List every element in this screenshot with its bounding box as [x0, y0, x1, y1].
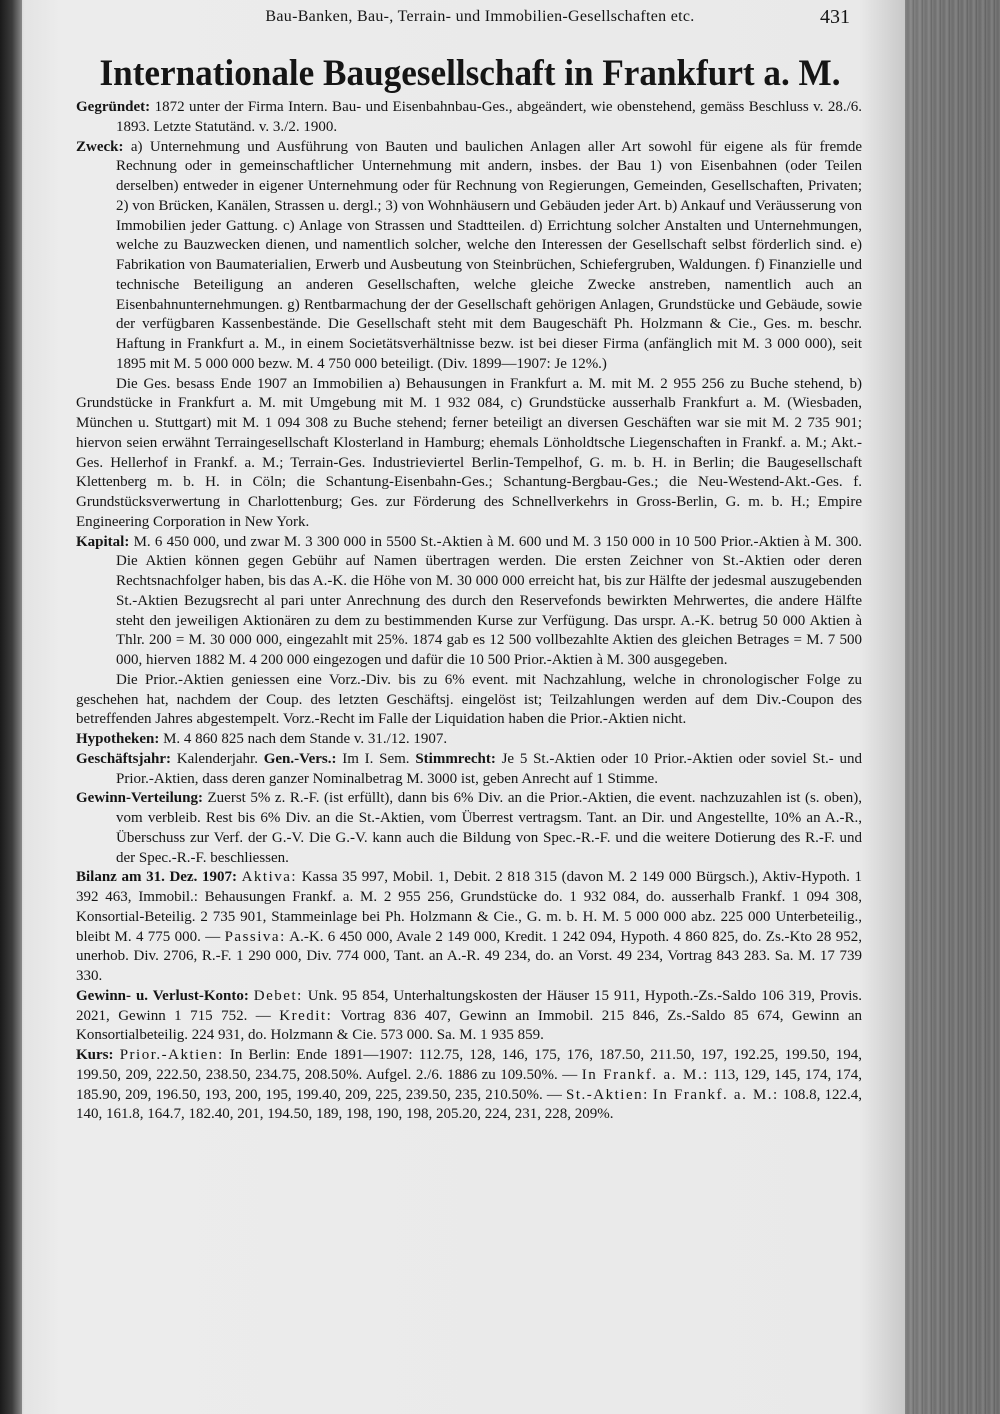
debet-label: Debet:: [253, 987, 303, 1004]
bilanz-label: Bilanz am 31. Dez. 1907:: [76, 869, 237, 886]
hypotheken-label: Hypotheken:: [76, 731, 160, 747]
section-gewinn-verlust: [76, 987, 862, 1046]
zweck-text: a) Unternehmung und Ausführung von Bauten und baulichen Anlagen aller Art sowohl für eigene als für fremde Rechnung oder in gemeinschaftlicher Unternehmung mit andern, insbes. der Bau 1) von Eisenbahnen (oder Teilen derselben) entweder in eigener Unternehmung oder für Rechnung von Regierungen, Gemeinden, Gesellschaften, Privaten; 2) von Brücken, Kanälen, Strassen u. dergl.; 3) von Wohnhäusern und Gebäuden jeder Art. b) Ankauf und Veräusserung von Immobilien jeder Gattung. c) Anlage von Strassen und Stadtteilen. d) Errichtung solcher Anstalten und Unternehmungen, welche zu Bauzwecken dienen, und namentlich solcher, welche den Interessen der Gesellschaft selbst förderlich sind. e) Fabrikation von Baumaterialien, Erwerb und Ausbeutung von Steinbrüchen, Schiefergruben, Waldungen. f) Finanzielle und technische Beteiligung an anderen Gesellschaften, welche gleiche Zwecke anstreben, namentlich auch an Eisenbahnunternehmungen. g) Rentbarmachung der der Gesellschaft gehörigen Anlagen, Grundstücke und Gebäude, sowie der verfügbaren Kassenbestände. Die Gesellschaft steht mit dem Baugeschäft Ph. Holzmann & Cie., Ges. m. beschr. Haftung in Frankfurt a. M., in einem Societätsverhältnisse bezw. ist bei dieser Firma (anfänglich mit M. 3 000 000), seit 1895 mit M. 5 000 000 bezw. M. 4 750 000 beteiligt. (Div. 1899—1907: Je 12%.): [116, 138, 862, 372]
section-bilanz: [76, 868, 862, 987]
aktiva-label: Aktiva:: [241, 869, 298, 886]
gegruendet-label: Gegründet:: [76, 99, 151, 115]
section-hypotheken: [76, 730, 862, 750]
running-head: Bau-Banken, Bau-, Terrain- und Immobilien-Gesellschaften etc.: [265, 8, 695, 25]
kurs-st-frankf-label: In Frankf. a. M.:: [652, 1086, 779, 1103]
zweck-continuation: Die Ges. besass Ende 1907 an Immobilien a) Behausungen in Frankfurt a. M. mit M. 2 955 256 zu Buche stehend, b) Grundstücke in Frankfurt a. M. mit Umgebung mit M. 1 932 084, c) Grundstücke ausserhalb Frankfurt a. M. (Wiesbaden, München u. Stuttgart) mit M. 1 094 308 zu Buche stehend; ferner beteiligt an diversen Geschäften war sie mit M. 2 735 901; hiervon seien erwähnt Terraingesellschaft Klosterland in Hamburg; ehemals Lönholdtsche Liegenschaften in Frankf. a. M.; Akt.-Ges. Hellerhof in Frankf. a. M.; Terrain-Ges. Industrieviertel Berlin-Tempelhof, G. m. b. H. in Berlin; die Baugesellschaft Klettenberg m. b. H. in Cöln; die Schantung-Eisenbahn-Ges.; Schantung-Bergbau-Ges.; die Neu-Westend-Akt.-Ges. f. Grundstücksverwertung in Charlottenburg; Ges. zur Förderung des Schnellverkehrs in Gross-Berlin, G. m. b. H.; Empire Engineering Corporation in New York.: [76, 375, 862, 530]
gewinn-verteilung-text: Zuerst 5% z. R.-F. (ist erfüllt), dann bis 6% Div. an die Prior.-Aktien, die event. nachzuzahlen ist (s. oben), vom verbleib. Rest bis 6% Div. an die St.-Aktien, vom Überrest vertragsm. Tant. an Dir. und Angestellte, 10% an A.-R., Überschuss zur Verf. der G.-V. Die G.-V. kann auch die Bildung von Spec.-R.-F. und die weitere Dotierung des R.-F. und der Spec.-R.-F. beschliessen.: [116, 790, 862, 866]
geschaeftsjahr-label: Geschäftsjahr:: [76, 750, 171, 767]
hypotheken-text: M. 4 860 825 nach dem Stande v. 31./12. 1907.: [163, 731, 448, 747]
section-gegruendet: [76, 98, 862, 138]
gegruendet-text: 1872 unter der Firma Intern. Bau- und Eisenbahnbau-Ges., abgeändert, wie obenstehend, gemäss Beschluss v. 28./6. 1893. Letzte Statutänd. v. 3./2. 1900.: [116, 99, 862, 135]
stimmrecht-text: Je 5 St.-Aktien oder 10 Prior.-Aktien oder soviel St.- und Prior.-Aktien, dass deren ganzer Nominalbetrag M. 3000 ist, geben Anrecht auf 1 Stimme.: [116, 750, 863, 787]
kurs-frankf-text: 113, 129, 145, 174, 174, 185.90, 209, 196.50, 193, 200, 195, 199.40, 209, 225, 239.50, 235, 210.50%. —: [76, 1066, 862, 1103]
passiva-text: A.-K. 6 450 000, Avale 2 149 000, Kredit. 1 242 094, Hypoth. 4 860 825, do. Zs.-Kto 28 952, unerhob. Div. 2706, R.-F. 1 290 000, Div. 774 000, Tant. an A.-R. 49 234, do. an Vorst. 49 234, Vortrag 843 283. Sa. M. 17 739 330.: [76, 928, 862, 984]
gen-vers-label: Gen.-Vers.:: [263, 750, 337, 767]
section-geschaeftsjahr: [76, 750, 862, 790]
kurs-st-text: 108.8, 122.4, 140, 161.8, 164.7, 182.40, 201, 194.50, 189, 198, 190, 198, 205.20, 224, 231, 228, 209%.: [76, 1086, 863, 1123]
zweck-label: Zweck:: [76, 138, 124, 155]
company-title: Internationale Baugesellschaft in Frankfurt a. M.: [99, 53, 841, 94]
aktiva-text: Kassa 35 997, Mobil. 1, Debit. 2 818 315 (davon M. 2 149 000 Bürgsch.), Aktiv-Hypoth. 1 392 463, Immobil.: Behausungen Frankf. a. M. 2 955 256, Grundstücke do. 1 932 084, do. ausserhalb Frankf. 1 094 308, Konsortial-Beteilig. 2 735 901, Stammeinlage bei Ph. Holzmann & Cie., G. m. b. H. M. 5 000 000 abz. 225 000 Unterbeteilig., bleibt M. 4 775 000. —: [76, 869, 863, 945]
kurs-prior-text: In Berlin: Ende 1891—1907: 112.75, 128, 146, 175, 176, 187.50, 211.50, 197, 192.25, 199.50, 194, 199.50, 209, 222.50, 238.50, 234.75, 208.50%. Aufgel. 2./6. 1886 zu 109.50%. —: [76, 1047, 863, 1083]
kurs-st-label: St.-Aktien:: [566, 1086, 649, 1103]
kapital-text: M. 6 450 000, und zwar M. 3 300 000 in 5500 St.-Aktien à M. 600 und M. 3 150 000 in 10 500 Prior.-Aktien à M. 300. Die Aktien können gegen Gebühr auf Namen übertragen werden. Die ersten Zeichner von St.-Aktien oder deren Rechtsnachfolger haben, bis das A.-K. die Höhe von M. 30 000 000 erreicht hat, bis zur Hälfte der jedesmal auszugebenden St.-Aktien Bezugsrecht al pari unter Anrechnung des durch den Reservefonds bewirkten Mehrwertes, die andere Hälfte steht den jeweiligen Aktionären zu dem zu bestimmenden Kurse zur Verfügung. Das urspr. A.-K. betrug 50 000 Aktien à Thlr. 200 = M. 30 000 000, eingezahlt mit 25%. 1874 gab es 12 500 vollbezahlte Aktien des gleichen Betrages = M. 7 500 000, hierven 1882 M. 4 200 000 eingezogen und dafür die 10 500 Prior.-Aktien à M. 300 ausgegeben.: [116, 533, 862, 668]
gewinn-verteilung-label: Gewinn-Verteilung:: [76, 790, 203, 807]
debet-text: Unk. 95 854, Unterhaltungskosten der Häuser 15 911, Hypoth.-Zs.-Saldo 106 319, Provis. 2021, Gewinn 1 715 752. —: [76, 987, 863, 1024]
section-kurs: [76, 1046, 862, 1125]
entry-body: [76, 98, 862, 1125]
book-spine-shadow: [0, 0, 22, 1414]
kurs-label: Kurs:: [76, 1047, 114, 1063]
geschaeftsjahr-text: Kalenderjahr.: [176, 750, 258, 767]
section-zweck: [76, 138, 862, 375]
kredit-label: Kredit:: [279, 1007, 333, 1024]
passiva-label: Passiva:: [224, 928, 286, 945]
kapital-continuation: Die Prior.-Aktien geniessen eine Vorz.-Div. bis zu 6% event. mit Nachzahlung, welche in chronologischer Folge zu geschehen hat, nachdem der Coup. des letzten Geschäftsj. eingelöst ist; Teilzahlungen werden auf dem Div.-Coupon des betreffenden Jahres abgestempelt. Vorz.-Recht im Falle der Liquidation haben die Prior.-Aktien nicht.: [76, 671, 862, 728]
gewinn-verlust-label: Gewinn- u. Verlust-Konto:: [76, 987, 249, 1004]
gen-vers-text: Im I. Sem.: [342, 750, 410, 767]
kurs-prior-label: Prior.-Aktien:: [119, 1047, 224, 1063]
page-edge-shadow: [905, 0, 1000, 1414]
stimmrecht-label: Stimmrecht:: [415, 750, 496, 767]
kurs-frankf-label: In Frankf. a. M.:: [581, 1066, 709, 1083]
section-gewinn-verteilung: [76, 789, 862, 868]
kredit-text: Vortrag 836 407, Gewinn an Immobil. 215 846, Zs.-Saldo 85 674, Gewinn an Konsortialbeteilig. 224 931, do. Holzmann & Cie. 573 000. Sa. M. 1 935 859.: [76, 1007, 863, 1044]
section-kapital: [76, 533, 862, 671]
kapital-label: Kapital:: [76, 533, 130, 550]
page-number: 431: [820, 6, 850, 28]
